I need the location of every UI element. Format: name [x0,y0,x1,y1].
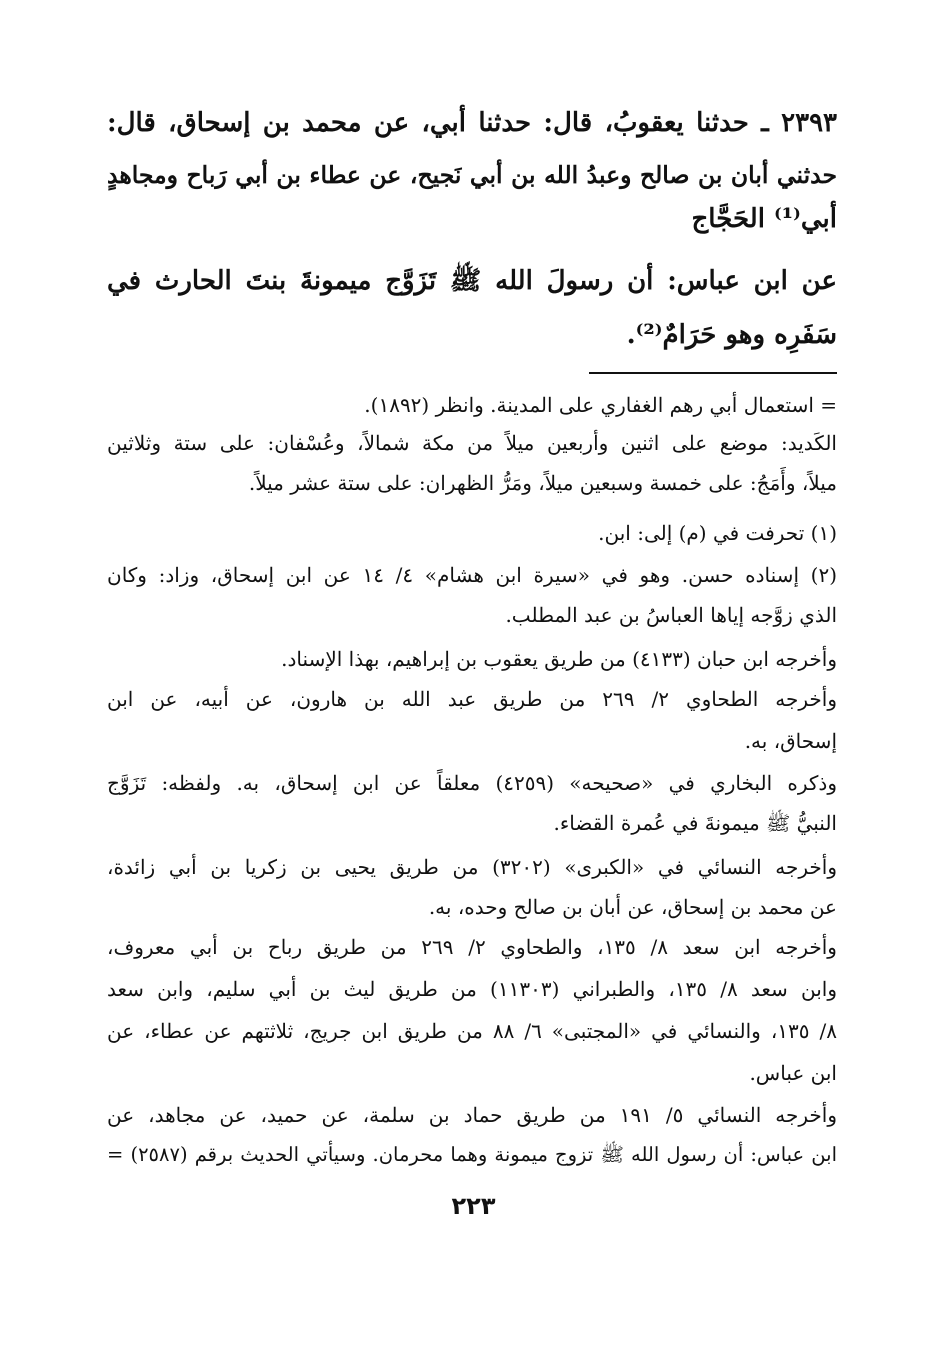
footnote-line: الكَديد: موضع على اثنين وأربعين ميلاً من مكة شمالاً، وعُسْفان: على ستة وثلاثين [107,431,837,455]
footnote-line: ابن عباس. [749,1061,837,1085]
footnote-line: = استعمال أبي رهم الغفاري على المدينة. وانظر (١٨٩٢). [364,393,837,417]
hadith-matn-line: عن ابن عباس: أن رسولَ الله ﷺ تَزَوَّج ميمونةَ بنتَ الحارث في [107,266,837,296]
footnote-line: عن محمد بن إسحاق، عن أبان بن صالح وحده، به. [428,895,837,919]
footnote-line: وأخرجه ابن حبان (٤١٣٣) من طريق يعقوب بن إبراهيم، بهذا الإسناد. [281,647,837,671]
footnote-line: الذي زوَّجه إياها العباسُ بن عبد المطلب. [505,603,837,627]
hadith-matn-line: سَفَرِه وهو حَرَامٌ⁽²⁾. [626,320,837,350]
hadith-line: أبي⁽¹⁾ الحَجَّاج [691,204,837,234]
footnote-line: ٨/ ١٣٥، والنسائي في «المجتبى» ٦/ ٨٨ من طريق ابن جريج، ثلاثتهم عن عطاء، عن [107,1019,837,1043]
footnote-line: إسحاق، به. [744,729,837,753]
footnote-line: (٢) إسناده حسن. وهو في «سيرة ابن هشام» ٤/ ١٤ عن ابن إسحاق، وزاد: وكان [107,563,837,587]
footnote-separator [589,372,837,374]
footnote-line: ميلاً، وأَمَجُ: على خمسة وسبعين ميلاً، ومَرُّ الظهران: على ستة عشر ميلاً. [248,471,837,495]
hadith-line: ٢٣٩٣ ـ حدثنا يعقوبُ، قال: حدثنا أبي، عن محمد بن إسحاق، قال: [107,108,837,138]
footnote-line: (١) تحرفت في (م) إلى: ابن. [598,521,837,545]
hadith-line: حدثني أبان بن صالح وعبدُ الله بن أبي نَجيح، عن عطاء بن أبي رَباح ومجاهدٍ [107,161,837,189]
footnote-line: وذكره البخاري في «صحيحه» (٤٢٥٩) معلقاً عن ابن إسحاق، به. ولفظه: تَزَوَّج [107,771,837,795]
footnote-line: ابن عباس: أن رسول الله ﷺ تزوج ميمونة وهما محرمان. وسيأتي الحديث برقم (٢٥٨٧) = [107,1143,837,1166]
footnote-line: وأخرجه الطحاوي ٢/ ٢٦٩ من طريق عبد الله بن هارون، عن أبيه، عن ابن [107,687,837,711]
footnote-line: النبيُّ ﷺ ميمونةَ في عُمرة القضاء. [553,811,837,835]
footnote-line: وأخرجه النسائي ٥/ ١٩١ من طريق حماد بن سلمة، عن حميد، عن مجاهد، عن [107,1103,837,1127]
footnote-line: وأخرجه النسائي في «الكبرى» (٣٢٠٢) من طريق يحيى بن زكريا بن أبي زائدة، [107,855,837,879]
page-number: ٢٢٣ [451,1192,496,1220]
footnote-line: وابن سعد ٨/ ١٣٥، والطبراني (١١٣٠٣) من طريق ليث بن أبي سليم، وابن سعد [107,977,837,1001]
footnote-line: وأخرجه ابن سعد ٨/ ١٣٥، والطحاوي ٢/ ٢٦٩ من طريق رباح بن أبي معروف، [107,935,837,959]
